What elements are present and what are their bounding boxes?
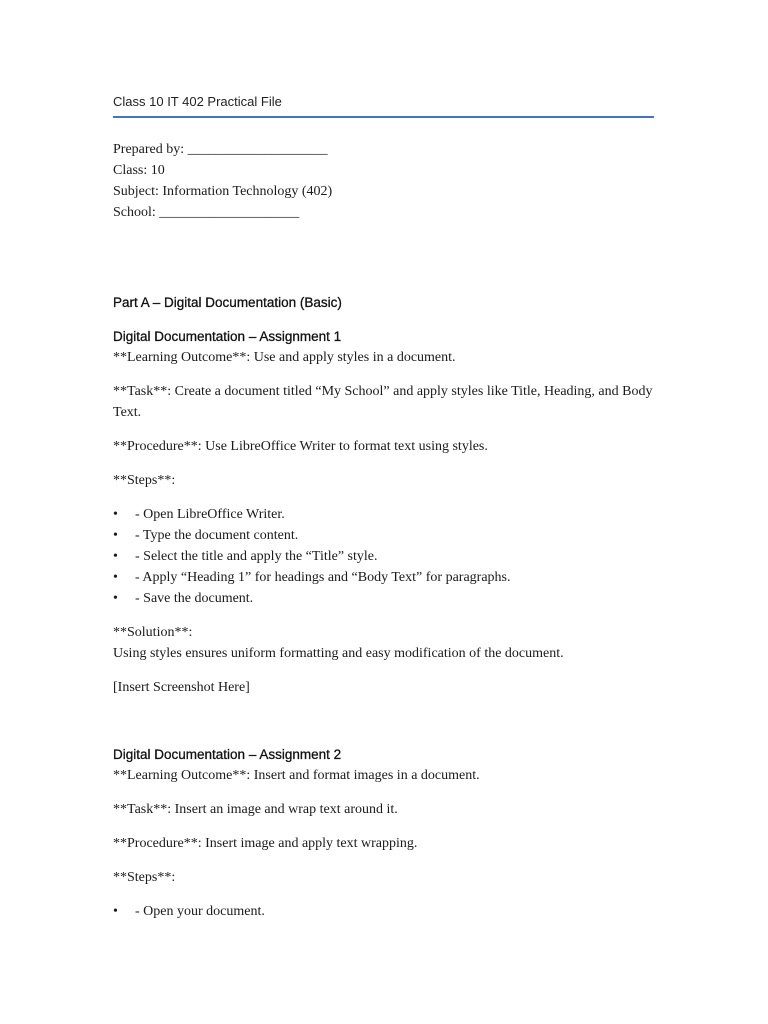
- list-item: [113, 588, 655, 609]
- assignment-1-solution-label: **Solution**:: [113, 625, 193, 640]
- document-title: Class 10 IT 402 Practical File: [113, 94, 282, 109]
- bullet-icon: •: [113, 570, 118, 585]
- bullet-icon: •: [113, 528, 118, 543]
- step-text: - Open your document.: [135, 904, 265, 919]
- list-item: [113, 504, 655, 525]
- assignment-2-procedure: **Procedure**: Insert image and apply text wrapping.: [113, 836, 418, 851]
- step-text: - Select the title and apply the “Title” style.: [135, 549, 378, 564]
- assignment-2-steps-label: **Steps**:: [113, 870, 176, 885]
- part-a-heading: Part A – Digital Documentation (Basic): [113, 295, 342, 310]
- assignment-1-learning-outcome: **Learning Outcome**: Use and apply styles in a document.: [113, 350, 456, 365]
- bullet-icon: •: [113, 904, 118, 919]
- bullet-icon: •: [113, 591, 118, 606]
- list-item: [113, 567, 655, 588]
- bullet-icon: •: [113, 507, 118, 522]
- document-meta: [113, 139, 655, 223]
- class-line: Class: 10: [113, 163, 165, 178]
- list-item: [113, 546, 655, 567]
- assignment-1-heading: Digital Documentation – Assignment 1: [113, 329, 342, 344]
- assignment-1-task: **Task**: Create a document titled “My School” and apply styles like Title, Heading, and Body Text.: [113, 384, 653, 420]
- assignment-1-procedure: **Procedure**: Use LibreOffice Writer to format text using styles.: [113, 439, 488, 454]
- assignment-1-solution: Using styles ensures uniform formatting and easy modification of the document.: [113, 646, 564, 661]
- bullet-icon: •: [113, 549, 118, 564]
- assignment-1-screenshot-placeholder: [Insert Screenshot Here]: [113, 680, 250, 695]
- assignment-2-heading: Digital Documentation – Assignment 2: [113, 747, 342, 762]
- assignment-2-task: **Task**: Insert an image and wrap text around it.: [113, 802, 398, 817]
- step-text: - Open LibreOffice Writer.: [135, 507, 285, 522]
- assignment-2-steps-list: [113, 901, 655, 922]
- title-underline-rule: [113, 116, 654, 118]
- prepared-by-line: Prepared by: ____________________: [113, 142, 328, 157]
- assignment-2-learning-outcome: **Learning Outcome**: Insert and format images in a document.: [113, 768, 480, 783]
- assignment-1-steps-list: [113, 504, 655, 609]
- school-line: School: ____________________: [113, 205, 300, 220]
- assignment-1-steps-label: **Steps**:: [113, 473, 176, 488]
- step-text: - Apply “Heading 1” for headings and “Body Text” for paragraphs.: [135, 570, 511, 585]
- step-text: - Type the document content.: [135, 528, 299, 543]
- list-item: [113, 901, 655, 922]
- list-item: [113, 525, 655, 546]
- subject-line: Subject: Information Technology (402): [113, 184, 333, 199]
- step-text: - Save the document.: [135, 591, 254, 606]
- document-page: [113, 92, 655, 922]
